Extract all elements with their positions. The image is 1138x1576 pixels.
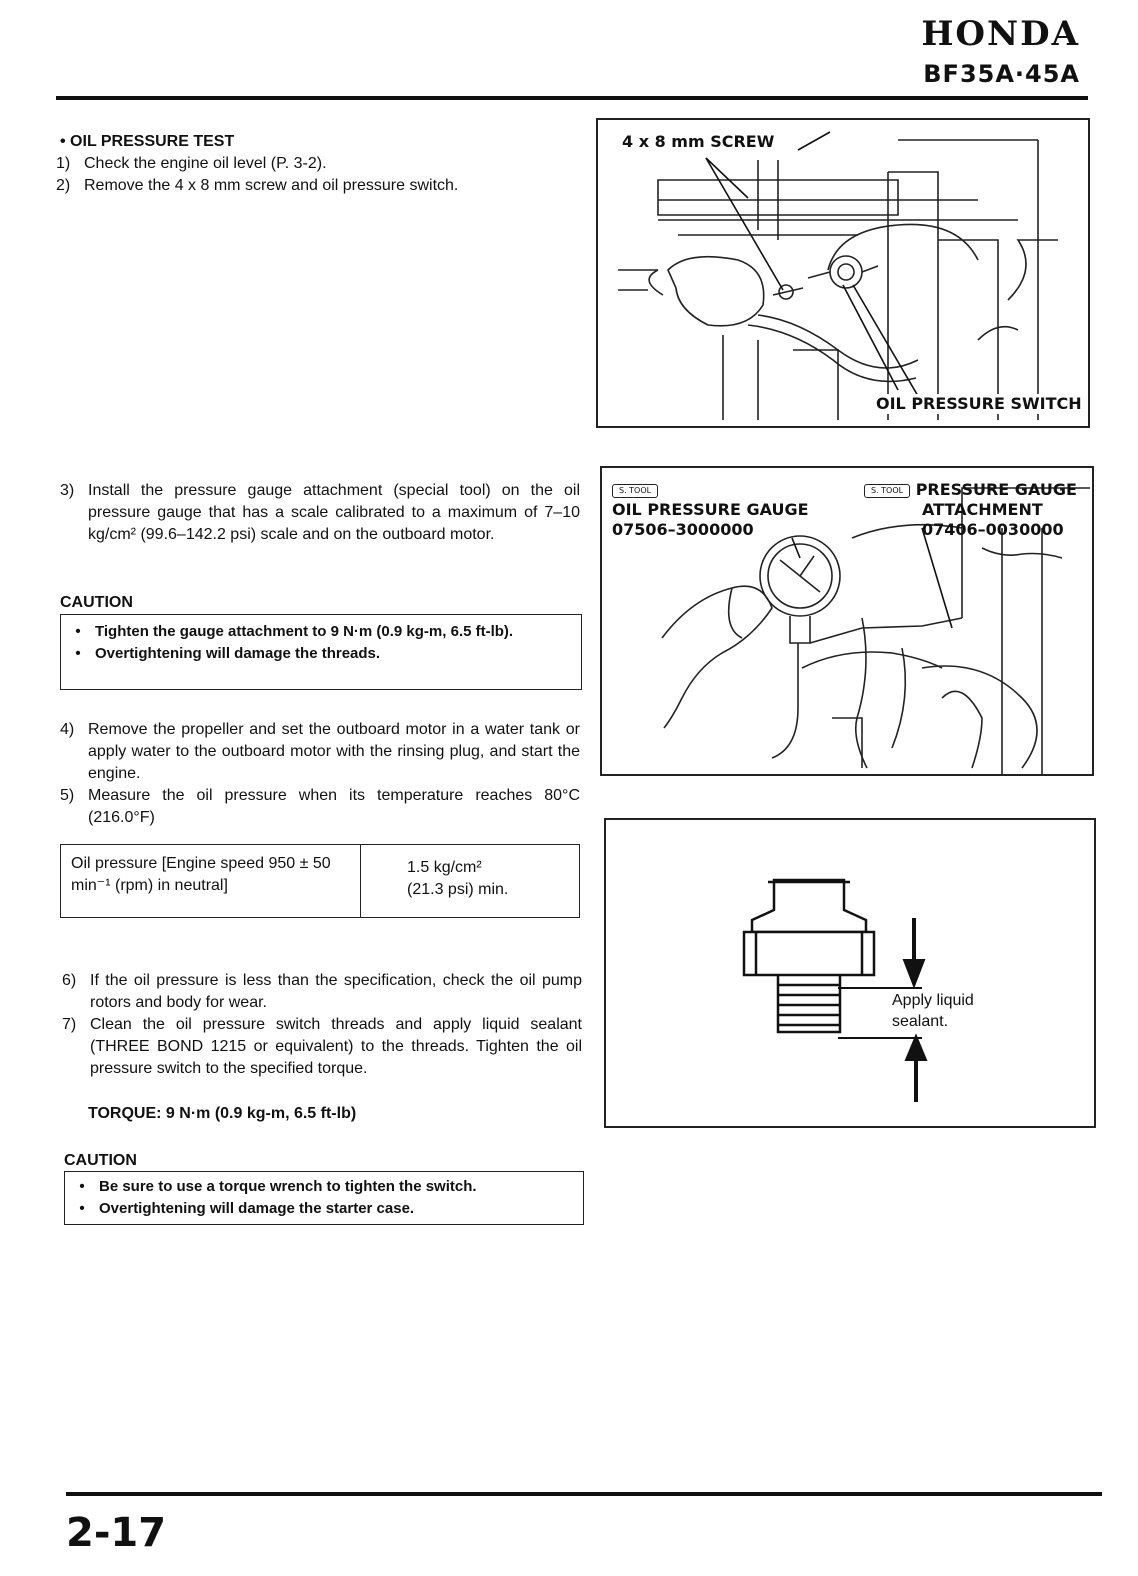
step-5: 5) Measure the oil pressure when its temperature reaches 80°C (216.0°F) bbox=[60, 787, 580, 826]
steps-1-2 bbox=[56, 153, 584, 197]
page-number: 2-17 bbox=[66, 1510, 167, 1556]
spec-value: 1.5 kg/cm² (21.3 psi) min. bbox=[407, 859, 509, 898]
figure-oil-pressure-switch-location bbox=[596, 118, 1090, 428]
gauge-name: OIL PRESSURE GAUGE bbox=[612, 500, 809, 519]
special-tool-icon: S. TOOL bbox=[864, 484, 910, 498]
caution-2-box bbox=[64, 1171, 584, 1225]
attachment-label bbox=[864, 480, 1077, 500]
step-7: 7) Clean the oil pressure switch threads and apply liquid sealant (THREE BOND 1215 or equivalent) to the threads. Tighten the oil pressure switch to the specified torque. bbox=[62, 1016, 582, 1077]
model-name: BF35A·45A bbox=[923, 60, 1080, 88]
caution-1-item: • Overtightening will damage the threads. bbox=[75, 645, 381, 662]
section-title: • OIL PRESSURE TEST bbox=[60, 133, 235, 150]
brand-logo: HONDA bbox=[921, 14, 1080, 54]
gauge-part-number: 07506–3000000 bbox=[612, 520, 754, 539]
step-6: 6) If the oil pressure is less than the specification, check the oil pump rotors and body for wear. bbox=[62, 972, 582, 1011]
step-3: 3) Install the pressure gauge attachment (special tool) on the oil pressure gauge that has a scale calibrated to a maximum of 7–10 kg/cm² (99.6–142.2 psi) scale and on the outboard motor. bbox=[60, 482, 580, 543]
gauge-label bbox=[612, 480, 658, 500]
engine-illustration bbox=[598, 120, 1088, 426]
spec-label: Oil pressure [Engine speed 950 ± 50 min⁻¹ (rpm) in neutral] bbox=[61, 845, 361, 917]
footer-rule bbox=[66, 1492, 1102, 1496]
special-tool-icon: S. TOOL bbox=[612, 484, 658, 498]
steps-4-5 bbox=[60, 719, 580, 829]
attachment-part-number: 07406–0030000 bbox=[922, 520, 1064, 539]
switch-label: OIL PRESSURE SWITCH bbox=[876, 394, 1082, 413]
oil-pressure-spec-table bbox=[60, 844, 580, 918]
steps-6-7 bbox=[62, 970, 582, 1080]
attachment-name-1: PRESSURE GAUGE bbox=[915, 480, 1077, 499]
caution-1-title: CAUTION bbox=[60, 594, 133, 611]
sealant-note: Apply liquid sealant. bbox=[892, 992, 974, 1030]
step-1: 1) Check the engine oil level (P. 3-2). bbox=[56, 155, 327, 172]
caution-2-item: • Overtightening will damage the starter case. bbox=[79, 1200, 415, 1217]
attachment-name-2: ATTACHMENT bbox=[922, 500, 1043, 519]
figure-switch-sealant bbox=[604, 818, 1096, 1128]
torque-spec: TORQUE: 9 N·m (0.9 kg-m, 6.5 ft-lb) bbox=[88, 1105, 357, 1122]
step-2: 2) Remove the 4 x 8 mm screw and oil pressure switch. bbox=[56, 177, 459, 194]
caution-1-box bbox=[60, 614, 582, 690]
caution-1-item: • Tighten the gauge attachment to 9 N·m (0.9 kg-m, 6.5 ft-lb). bbox=[75, 623, 514, 640]
header-rule bbox=[56, 96, 1088, 100]
switch-illustration bbox=[606, 820, 1094, 1126]
caution-2-title: CAUTION bbox=[64, 1152, 137, 1169]
screw-label: 4 x 8 mm SCREW bbox=[622, 132, 775, 151]
step-4: 4) Remove the propeller and set the outboard motor in a water tank or apply water to the outboard motor with the rinsing plug, and start the engine. bbox=[60, 721, 580, 782]
caution-2-item: • Be sure to use a torque wrench to tighten the switch. bbox=[79, 1178, 477, 1195]
figure-pressure-gauge-installation bbox=[600, 466, 1094, 776]
